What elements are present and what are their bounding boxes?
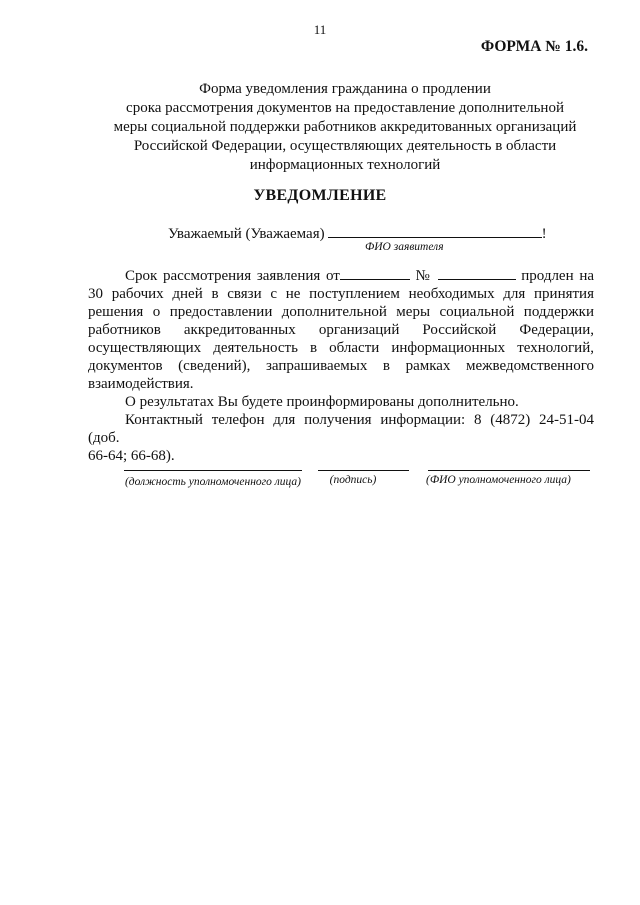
contact-phone-line: 66-64; 66-68). <box>88 448 175 464</box>
page-number: 11 <box>313 22 327 37</box>
name-signature-line[interactable] <box>428 470 590 471</box>
applicant-name-blank[interactable] <box>328 223 542 238</box>
body-line: 30 рабочих дней в связи с не поступлением необходимых для принятия <box>88 286 594 302</box>
application-date-blank[interactable] <box>340 266 410 280</box>
position-signature-line[interactable] <box>124 470 302 471</box>
results-notice: О результатах Вы будете проинформированы дополнительно. <box>125 394 519 410</box>
application-number-blank[interactable] <box>438 266 516 280</box>
applicant-name-caption: ФИО заявителя <box>365 241 444 253</box>
body-line: осуществляющих деятельность в области информационных технологий, <box>88 340 594 356</box>
signature-caption: (подпись) <box>329 474 377 486</box>
body-line <box>88 266 594 285</box>
form-title-line: Российской Федерации, осуществляющих деятельность в области <box>133 138 557 154</box>
body-text-fragment: Срок рассмотрения заявления от <box>125 268 340 284</box>
greeting-end-mark: ! <box>541 226 547 242</box>
body-line: документов (сведений), запрашиваемых в рамках межведомственного <box>88 358 594 374</box>
form-title-line: информационных технологий <box>249 157 441 173</box>
contact-phone-line: Контактный телефон для получения информации: 8 (4872) 24-51-04 (доб. <box>88 412 594 446</box>
form-title-line: срока рассмотрения документов на предоставление дополнительной <box>126 100 564 116</box>
form-number: ФОРМА № 1.6. <box>480 38 588 55</box>
name-caption: (ФИО уполномоченного лица) <box>426 474 571 486</box>
form-title-line: Форма уведомления гражданина о продлении <box>199 81 491 97</box>
body-line: работников аккредитованных организаций Российской Федерации, <box>88 322 594 338</box>
body-text-fragment: № <box>415 268 432 284</box>
form-title <box>95 80 595 175</box>
document-heading: УВЕДОМЛЕНИЕ <box>253 187 387 204</box>
position-caption: (должность уполномоченного лица) <box>124 476 302 488</box>
body-text-fragment: продлен на <box>521 268 595 284</box>
form-title-line: меры социальной поддержки работников аккредитованных организаций <box>113 119 577 135</box>
greeting-text: Уважаемый (Уважаемая) <box>168 226 325 242</box>
body-line: решения о предоставлении дополнительной меры социальной поддержки <box>88 304 594 320</box>
body-line: взаимодействия. <box>88 376 194 392</box>
greeting-row <box>168 223 547 243</box>
signature-line[interactable] <box>318 470 409 471</box>
notice-body <box>88 266 594 465</box>
